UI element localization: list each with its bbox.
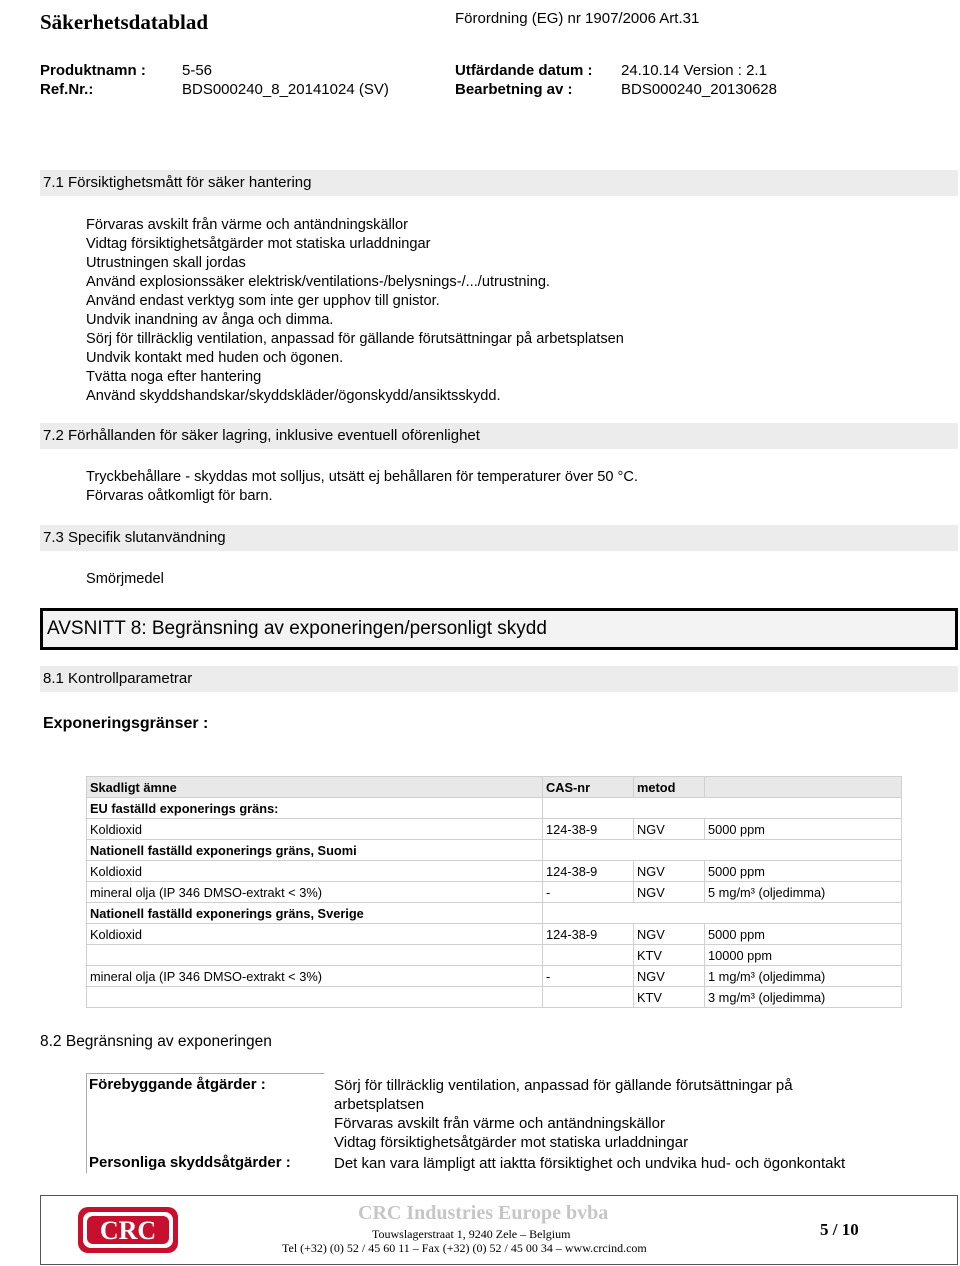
issue-date-label: Utfärdande datum : (455, 62, 593, 79)
table-cell: NGV (634, 882, 705, 903)
table-row (87, 861, 902, 882)
personal-protection-label: Personliga skyddsåtgärder : (89, 1154, 291, 1171)
text-line: Utrustningen skall jordas (86, 255, 246, 271)
product-name-value: 5-56 (182, 62, 213, 79)
text-line: Tryckbehållare - skyddas mot solljus, utsätt ej behållaren för temperaturer över 50 °C. (86, 469, 638, 485)
table-cell: mineral olja (IP 346 DMSO-extrakt < 3%) (87, 966, 543, 987)
section-8-2-heading: 8.2 Begränsning av exponeringen (40, 1033, 272, 1050)
table-cell: 10000 ppm (705, 945, 902, 966)
table-header-row (87, 777, 902, 798)
text-line: Använd skyddshandskar/skyddskläder/ögonskydd/ansiktsskydd. (86, 388, 501, 404)
table-row (87, 924, 902, 945)
table-cell: NGV (634, 819, 705, 840)
text-line: Undvik kontakt med huden och ögonen. (86, 350, 344, 366)
table-row (87, 819, 902, 840)
header-cell (705, 777, 902, 798)
section-8-1-heading: 8.1 Kontrollparametrar (40, 666, 958, 692)
table-cell: 3 mg/m³ (oljedimma) (705, 987, 902, 1008)
table-cell: KTV (634, 945, 705, 966)
divider (86, 1073, 87, 1173)
exposure-limits-label: Exponeringsgränser : (43, 715, 209, 732)
table-cell: - (543, 882, 634, 903)
ref-number-value: BDS000240_8_20141024 (SV) (182, 81, 389, 98)
table-cell: NGV (634, 861, 705, 882)
regulation-reference: Förordning (EG) nr 1907/2006 Art.31 (455, 10, 700, 27)
company-contact: Tel (+32) (0) 52 / 45 60 11 – Fax (+32) (0) 52 / 45 00 34 – www.crcind.com (282, 1241, 647, 1255)
preventive-measures-label: Förebyggande åtgärder : (89, 1076, 266, 1093)
table-cell: 124-38-9 (543, 924, 634, 945)
table-cell: NGV (634, 966, 705, 987)
table-cell: Koldioxid (87, 924, 543, 945)
table-row (87, 987, 902, 1008)
table-cell: - (543, 966, 634, 987)
personal-protection-text: Det kan vara lämpligt att iaktta försiktighet och undvika hud- och ögonkontakt (334, 1155, 846, 1172)
table-cell: 5 mg/m³ (oljedimma) (705, 882, 902, 903)
product-name-label: Produktnamn : (40, 62, 146, 79)
table-cell: Koldioxid (87, 819, 543, 840)
section-7-1-text (86, 216, 624, 406)
category-cell: Nationell faställd exponerings gräns, Suomi (87, 840, 543, 861)
text-line: Vidtag försiktighetsåtgärder mot statiska urladdningar (86, 236, 431, 252)
document-title: Säkerhetsdatablad (40, 10, 209, 34)
issue-date-value: 24.10.14 Version : 2.1 (621, 62, 767, 79)
logo-text: CRC (99, 1216, 157, 1245)
table-row (87, 966, 902, 987)
table-cell: Koldioxid (87, 861, 543, 882)
header-cell: metod (634, 777, 705, 798)
table-cell: NGV (634, 924, 705, 945)
table-cell (87, 987, 543, 1008)
table-cell: 5000 ppm (705, 924, 902, 945)
text-line: arbetsplatsen (334, 1096, 425, 1113)
text-line: Sörj för tillräcklig ventilation, anpassad för gällande förutsättningar på (334, 1077, 793, 1094)
section-7-2-heading: 7.2 Förhållanden för säker lagring, inklusive eventuell oförenlighet (40, 423, 958, 449)
exposure-limits-table (86, 776, 902, 1008)
page-number: 5 / 10 (820, 1220, 859, 1239)
section-7-1-heading: 7.1 Försiktighetsmått för säker hantering (40, 170, 958, 196)
table-cell: KTV (634, 987, 705, 1008)
preventive-measures-text (334, 1076, 914, 1152)
company-name: CRC Industries Europe bvba (358, 1202, 609, 1224)
text-line: Förvaras oåtkomligt för barn. (86, 488, 273, 504)
category-cell: Nationell faställd exponerings gräns, Sverige (87, 903, 543, 924)
table-category-row (87, 903, 902, 924)
table-cell: 1 mg/m³ (oljedimma) (705, 966, 902, 987)
text-line: Sörj för tillräcklig ventilation, anpassad för gällande förutsättningar på arbetsplatsen (86, 331, 624, 347)
text-line: Undvik inandning av ånga och dimma. (86, 312, 334, 328)
revision-value: BDS000240_20130628 (621, 81, 777, 98)
text-line: Förvaras avskilt från värme och antändningskällor (86, 217, 409, 233)
text-line: Använd endast verktyg som inte ger upphov till gnistor. (86, 293, 440, 309)
table-cell (543, 945, 634, 966)
text-line: Använd explosionssäker elektrisk/ventilations-/belysnings-/.../utrustning. (86, 274, 550, 290)
table-cell: 124-38-9 (543, 819, 634, 840)
text-line: Tvätta noga efter hantering (86, 369, 262, 385)
text-line: Förvaras avskilt från värme och antändningskällor (334, 1115, 665, 1132)
section-8-title: AVSNITT 8: Begränsning av exponeringen/personligt skydd (40, 608, 958, 650)
table-category-row (87, 798, 902, 819)
crc-logo (78, 1207, 178, 1253)
table-cell (87, 945, 543, 966)
header-cell: Skadligt ämne (87, 777, 543, 798)
text-line: Vidtag försiktighetsåtgärder mot statiska urladdningar (334, 1134, 689, 1151)
category-cell: EU faställd exponerings gräns: (87, 798, 543, 819)
section-7-3-heading: 7.3 Specifik slutanvändning (40, 525, 958, 551)
table-category-row (87, 840, 902, 861)
table-row (87, 882, 902, 903)
table-cell: 5000 ppm (705, 861, 902, 882)
section-7-2-text (86, 468, 638, 506)
table-cell: 5000 ppm (705, 819, 902, 840)
section-7-3-text: Smörjmedel (86, 571, 164, 587)
table-cell (543, 987, 634, 1008)
revision-label: Bearbetning av : (455, 81, 573, 98)
header-cell: CAS-nr (543, 777, 634, 798)
company-address: Touwslagerstraat 1, 9240 Zele – Belgium (372, 1227, 571, 1241)
table-row (87, 945, 902, 966)
table-cell: mineral olja (IP 346 DMSO-extrakt < 3%) (87, 882, 543, 903)
table-cell: 124-38-9 (543, 861, 634, 882)
divider (86, 1073, 324, 1074)
ref-number-label: Ref.Nr.: (40, 81, 94, 98)
